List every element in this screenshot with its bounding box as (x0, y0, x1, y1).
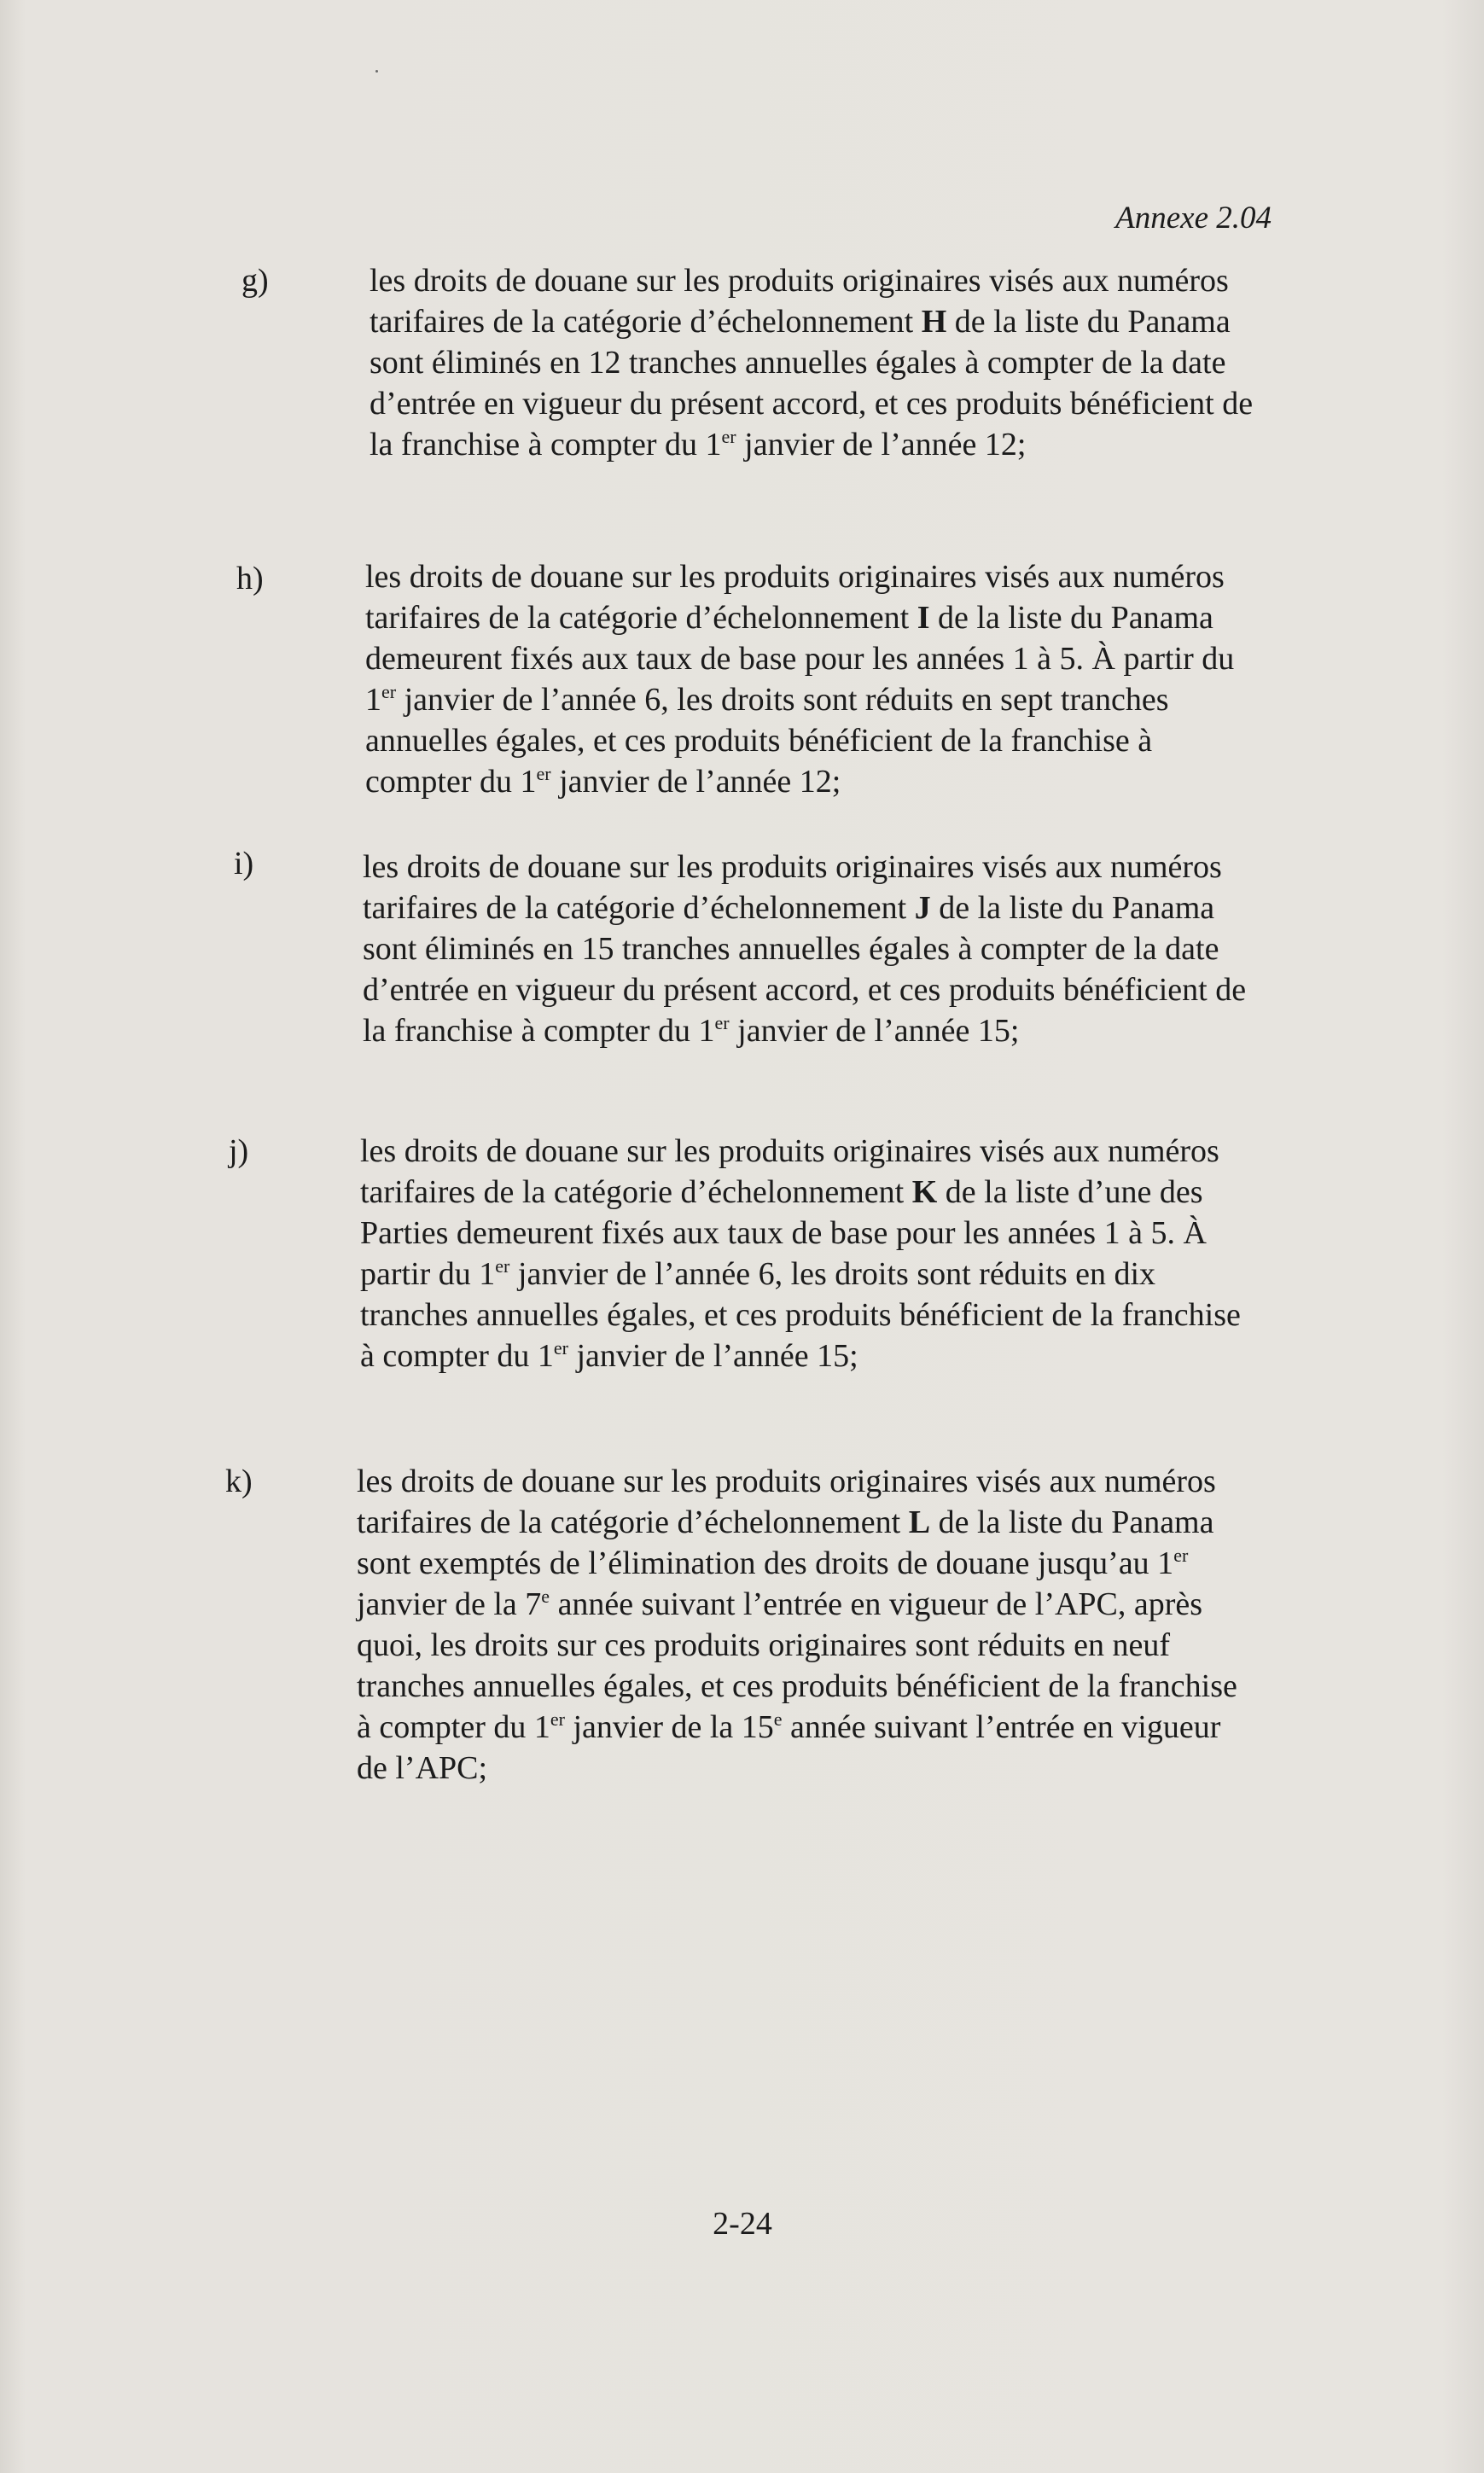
ordinal-superscript: e (773, 1708, 783, 1730)
ordinal-superscript: er (495, 1255, 510, 1277)
text-run: de la liste d’une des Parties demeurent fixés aux taux de base pour les années 1 à 5. À partir du 1 (360, 1174, 1207, 1292)
ordinal-superscript: e (541, 1586, 550, 1607)
list-marker: j) (229, 1133, 249, 1169)
list-item-text (363, 847, 1250, 1051)
list-marker: h) (236, 561, 264, 596)
text-run: les droits de douane sur les produits originaires visés aux numéros tarifaires de la catégorie d’échelonnement (365, 559, 1225, 636)
category-code: J (914, 890, 931, 926)
ordinal-superscript: er (1173, 1545, 1189, 1566)
text-run: les droits de douane sur les produits originaires visés aux numéros tarifaires de la catégorie d’échelonnement (360, 1133, 1219, 1210)
annex-header: Annexe 2.04 (1115, 201, 1272, 236)
list-marker: g) (242, 263, 269, 299)
ordinal-superscript: er (550, 1708, 565, 1730)
list-item-text (360, 1131, 1248, 1376)
ordinal-superscript: er (381, 681, 397, 702)
list-item-text (365, 556, 1253, 802)
list-item-text (370, 260, 1257, 465)
ordinal-superscript: er (714, 1012, 730, 1033)
category-code: I (917, 600, 930, 636)
ordinal-superscript: er (536, 763, 551, 784)
text-run: janvier de l’année 15; (729, 1013, 1020, 1049)
list-item-text (357, 1461, 1244, 1789)
speck-mark (375, 70, 378, 73)
category-code: L (908, 1504, 931, 1540)
page-number: 2-24 (713, 2206, 772, 2242)
text-run: janvier de la 15 (564, 1709, 774, 1745)
category-code: H (921, 304, 947, 340)
text-run: année suivant l’entrée en vigueur de l’APC; (357, 1709, 1221, 1786)
text-run: janvier de l’année 12; (550, 764, 841, 800)
text-run: de la liste du Panama sont éliminés en 12 tranches annuelles égales à compter de la date d’entrée en vigueur du présent accord, et ces produits bénéficient de la franchise à compter du 1 (370, 304, 1254, 463)
ordinal-superscript: er (553, 1337, 568, 1359)
text-run: les droits de douane sur les produits originaires visés aux numéros tarifaires de la catégorie d’échelonnement (370, 263, 1229, 340)
text-run: année suivant l’entrée en vigueur de l’APC, après quoi, les droits sur ces produits originaires sont réduits en neuf tranches annuelles égales, et ces produits bénéficient de la franchise à compter du 1 (357, 1586, 1237, 1745)
text-run: janvier de l’année 15; (567, 1338, 858, 1374)
text-run: janvier de l’année 12; (736, 427, 1027, 463)
ordinal-superscript: er (721, 426, 736, 447)
text-run: de la liste du Panama sont exemptés de l’élimination des droits de douane jusqu’au 1 (357, 1504, 1214, 1581)
category-code: K (911, 1174, 938, 1210)
list-marker: k) (225, 1463, 253, 1499)
text-run: de la liste du Panama sont éliminés en 15 tranches annuelles égales à compter de la date d’entrée en vigueur du présent accord, et ces produits bénéficient de la franchise à compter du 1 (363, 890, 1247, 1049)
list-marker: i) (234, 846, 254, 882)
text-run: de la liste du Panama demeurent fixés aux taux de base pour les années 1 à 5. À partir du 1 (365, 600, 1235, 718)
text-run: janvier de l’année 6, les droits sont réduits en dix tranches annuelles égales, et ces produits bénéficient de la franchise à compter du 1 (360, 1256, 1241, 1374)
text-run: janvier de la 7 (357, 1586, 542, 1622)
text-run: janvier de l’année 6, les droits sont réduits en sept tranches annuelles égales, et ces produits bénéficient de la franchise à compter du 1 (365, 682, 1169, 800)
text-run: les droits de douane sur les produits originaires visés aux numéros tarifaires de la catégorie d’échelonnement (357, 1463, 1216, 1540)
text-run: les droits de douane sur les produits originaires visés aux numéros tarifaires de la catégorie d’échelonnement (363, 849, 1222, 926)
